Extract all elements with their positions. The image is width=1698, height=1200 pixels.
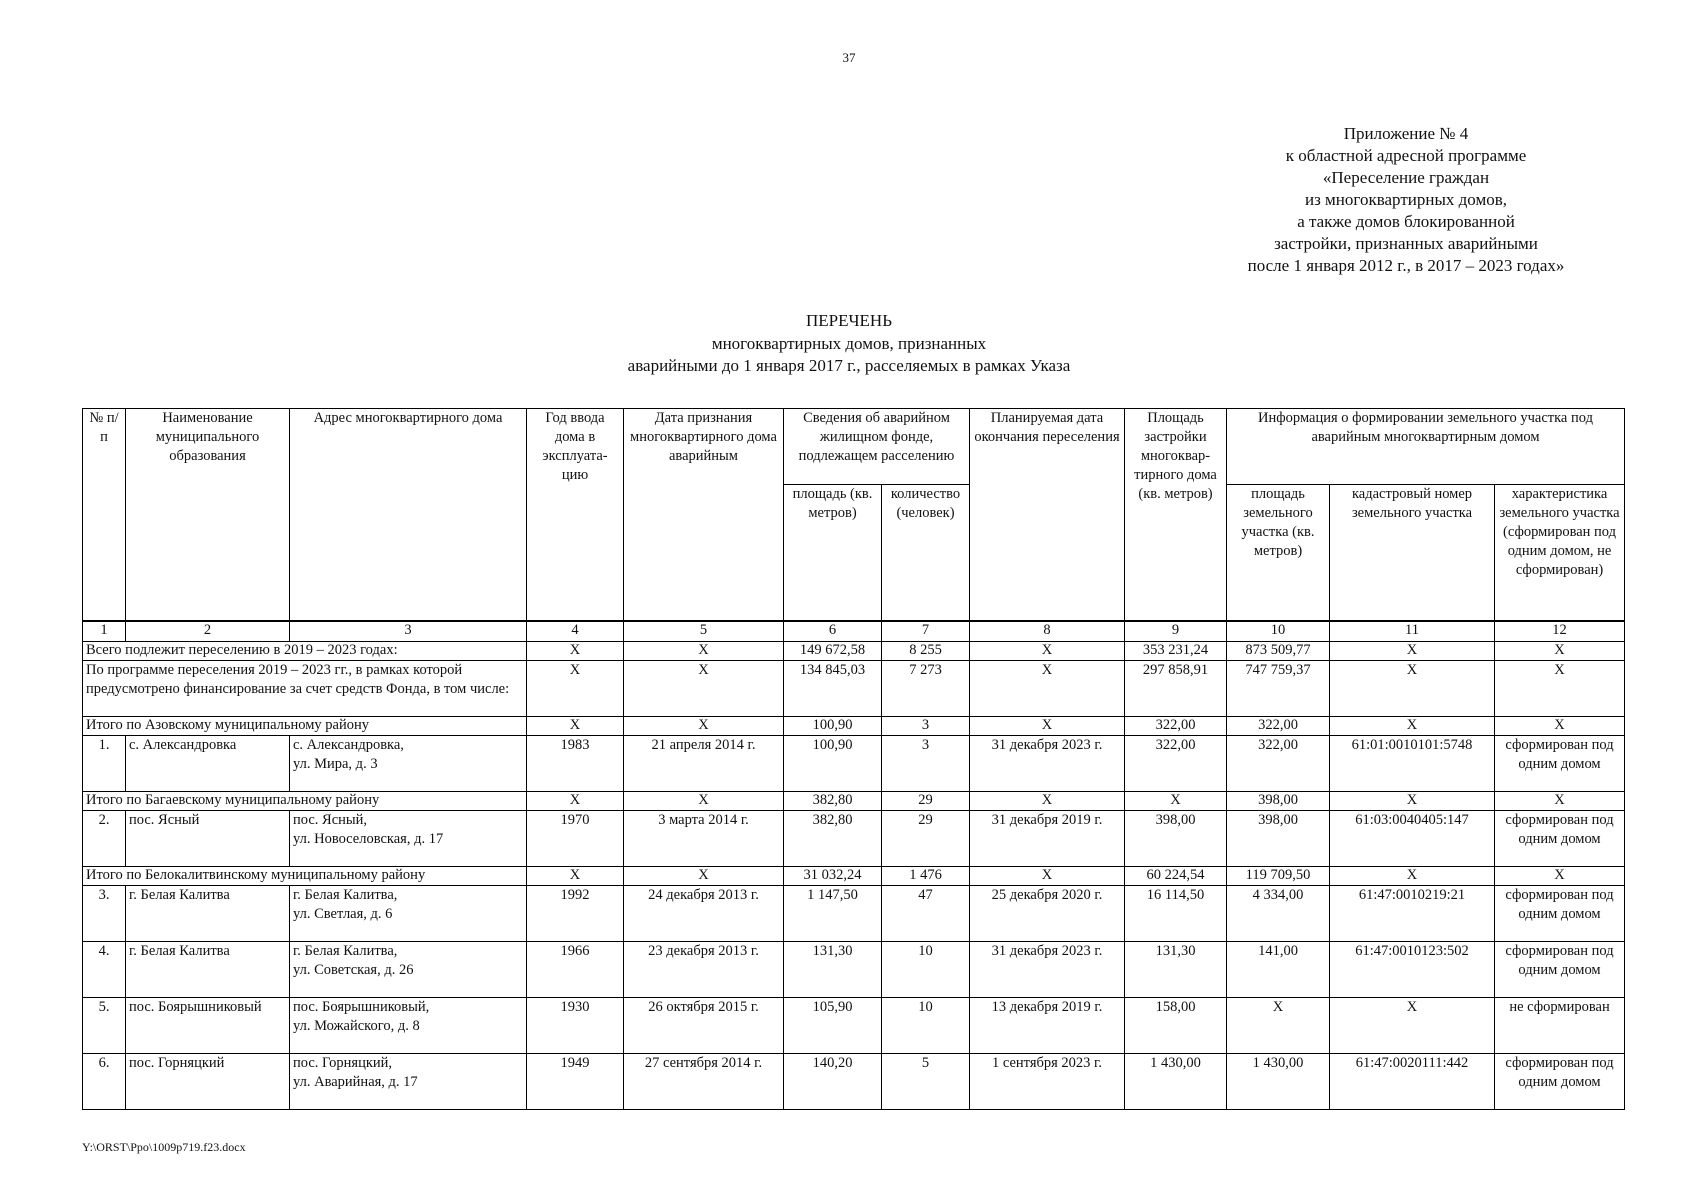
address-line: с. Александровка, xyxy=(293,737,404,753)
row-number: 4. xyxy=(83,942,126,998)
cadastral-cell: 61:47:0010123:502 xyxy=(1330,942,1495,998)
appendix-line: «Переселение граждан xyxy=(1322,168,1490,187)
total-row xyxy=(83,867,1625,886)
total-value: 297 858,91 xyxy=(1125,661,1227,717)
address-line: ул. Новоселовская, д. 17 xyxy=(293,831,444,847)
recognition-date-cell: 26 октября 2015 г. xyxy=(624,998,784,1054)
total-value: X xyxy=(1330,792,1495,811)
total-label: Итого по Белокалитвинскому муниципальному району xyxy=(83,867,527,886)
column-number: 7 xyxy=(882,621,970,642)
row-number: 6. xyxy=(83,1054,126,1110)
address-line: ул. Аварийная, д. 17 xyxy=(293,1074,418,1090)
address-line: пос. Горняцкий, xyxy=(293,1055,393,1071)
characteristic-cell: сформирован под одним домом xyxy=(1495,886,1625,942)
characteristic-cell: сформирован под одним домом xyxy=(1495,811,1625,867)
header-planned-date: Планируемая дата окончания переселения xyxy=(970,409,1125,622)
area-cell: 382,80 xyxy=(784,811,882,867)
address-line: ул. Советская, д. 26 xyxy=(293,962,414,978)
recognition-date-cell: 23 декабря 2013 г. xyxy=(624,942,784,998)
header-area: площадь (кв. метров) xyxy=(784,485,882,622)
column-number: 8 xyxy=(970,621,1125,642)
total-value: 322,00 xyxy=(1227,717,1330,736)
total-value: 100,90 xyxy=(784,717,882,736)
people-cell: 10 xyxy=(882,942,970,998)
total-label: Итого по Азовскому муниципальному району xyxy=(83,717,527,736)
total-value: X xyxy=(970,867,1125,886)
total-value: X xyxy=(1330,642,1495,661)
recognition-date-cell: 3 марта 2014 г. xyxy=(624,811,784,867)
total-value: X xyxy=(527,717,624,736)
column-number: 9 xyxy=(1125,621,1227,642)
header-land-info: Информация о формировании земельного участка под аварийным многоквартирным домом xyxy=(1227,409,1625,485)
header-municipality: Наименование муниципального образования xyxy=(126,409,290,622)
table-row xyxy=(83,942,1625,998)
total-value: 322,00 xyxy=(1125,717,1227,736)
area-cell: 105,90 xyxy=(784,998,882,1054)
characteristic-cell: сформирован под одним домом xyxy=(1495,942,1625,998)
total-value: 747 759,37 xyxy=(1227,661,1330,717)
total-value: 3 xyxy=(882,717,970,736)
land-area-cell: X xyxy=(1227,998,1330,1054)
total-value: X xyxy=(1125,792,1227,811)
year-cell: 1966 xyxy=(527,942,624,998)
total-label: Итого по Багаевскому муниципальному району xyxy=(83,792,527,811)
total-value: 353 231,24 xyxy=(1125,642,1227,661)
characteristic-cell: сформирован под одним домом xyxy=(1495,736,1625,792)
total-value: 873 509,77 xyxy=(1227,642,1330,661)
people-cell: 5 xyxy=(882,1054,970,1110)
header-year: Год ввода дома в эксплуата-цию xyxy=(527,409,624,622)
appendix-line: а также домов блокированной xyxy=(1297,212,1515,231)
total-value: X xyxy=(527,661,624,717)
appendix-line: застройки, признанных аварийными xyxy=(1274,234,1538,253)
title-heading: ПЕРЕЧЕНЬ xyxy=(806,311,892,330)
header-land-area: площадь земельного участка (кв. метров) xyxy=(1227,485,1330,622)
area-cell: 1 147,50 xyxy=(784,886,882,942)
address-cell xyxy=(290,886,527,942)
area-cell: 100,90 xyxy=(784,736,882,792)
total-value: X xyxy=(1495,661,1625,717)
people-cell: 10 xyxy=(882,998,970,1054)
total-value: X xyxy=(624,661,784,717)
area-cell: 140,20 xyxy=(784,1054,882,1110)
total-value: 31 032,24 xyxy=(784,867,882,886)
table-row xyxy=(83,998,1625,1054)
municipality-cell: пос. Ясный xyxy=(126,811,290,867)
houses-table xyxy=(82,408,1625,1110)
appendix-line: к областной адресной программе xyxy=(1285,146,1527,165)
address-cell xyxy=(290,736,527,792)
total-value: X xyxy=(970,792,1125,811)
address-line: ул. Мира, д. 3 xyxy=(293,756,378,772)
planned-date-cell: 25 декабря 2020 г. xyxy=(970,886,1125,942)
total-value: 134 845,03 xyxy=(784,661,882,717)
municipality-cell: г. Белая Калитва xyxy=(126,942,290,998)
municipality-cell: с. Александровка xyxy=(126,736,290,792)
column-number: 2 xyxy=(126,621,290,642)
header-building-area: Площадь застройки многоквар-тирного дома (кв. метров) xyxy=(1125,409,1227,622)
land-area-cell: 141,00 xyxy=(1227,942,1330,998)
cadastral-cell: X xyxy=(1330,998,1495,1054)
year-cell: 1970 xyxy=(527,811,624,867)
appendix-line: из многоквартирных домов, xyxy=(1304,190,1507,209)
building-area-cell: 1 430,00 xyxy=(1125,1054,1227,1110)
total-value: X xyxy=(527,792,624,811)
total-value: X xyxy=(624,642,784,661)
appendix-line: после 1 января 2012 г., в 2017 – 2023 годах» xyxy=(1247,256,1565,275)
total-row xyxy=(83,642,1625,661)
total-value: 119 709,50 xyxy=(1227,867,1330,886)
total-value: 149 672,58 xyxy=(784,642,882,661)
total-value: X xyxy=(970,661,1125,717)
year-cell: 1983 xyxy=(527,736,624,792)
table-row xyxy=(83,736,1625,792)
planned-date-cell: 31 декабря 2019 г. xyxy=(970,811,1125,867)
municipality-cell: г. Белая Калитва xyxy=(126,886,290,942)
planned-date-cell: 13 декабря 2019 г. xyxy=(970,998,1125,1054)
building-area-cell: 322,00 xyxy=(1125,736,1227,792)
appendix-line: Приложение № 4 xyxy=(1343,124,1469,143)
building-area-cell: 131,30 xyxy=(1125,942,1227,998)
total-value: 60 224,54 xyxy=(1125,867,1227,886)
total-value: X xyxy=(1330,661,1495,717)
column-number: 1 xyxy=(83,621,126,642)
total-label: По программе переселения 2019 – 2023 гг., в рамках которой предусмотрено финансирование за счет средств Фонда, в том числе: xyxy=(83,661,527,717)
total-value: X xyxy=(624,717,784,736)
land-area-cell: 1 430,00 xyxy=(1227,1054,1330,1110)
row-number: 3. xyxy=(83,886,126,942)
cadastral-cell: 61:47:0020111:442 xyxy=(1330,1054,1495,1110)
building-area-cell: 158,00 xyxy=(1125,998,1227,1054)
address-cell xyxy=(290,998,527,1054)
people-cell: 47 xyxy=(882,886,970,942)
total-row xyxy=(83,792,1625,811)
total-value: X xyxy=(970,642,1125,661)
address-line: ул. Светлая, д. 6 xyxy=(293,906,393,922)
characteristic-cell: сформирован под одним домом xyxy=(1495,1054,1625,1110)
table-header-row xyxy=(83,409,1625,485)
total-value: 398,00 xyxy=(1227,792,1330,811)
row-number: 2. xyxy=(83,811,126,867)
header-people: количество (человек) xyxy=(882,485,970,622)
table-row xyxy=(83,1054,1625,1110)
cadastral-cell: 61:01:0010101:5748 xyxy=(1330,736,1495,792)
municipality-cell: пос. Боярышниковый xyxy=(126,998,290,1054)
column-number: 4 xyxy=(527,621,624,642)
total-row xyxy=(83,661,1625,717)
total-value: X xyxy=(527,867,624,886)
address-cell xyxy=(290,1054,527,1110)
recognition-date-cell: 27 сентября 2014 г. xyxy=(624,1054,784,1110)
total-row xyxy=(83,717,1625,736)
cadastral-cell: 61:47:0010219:21 xyxy=(1330,886,1495,942)
column-number: 6 xyxy=(784,621,882,642)
title-line: аварийными до 1 января 2017 г., расселяемых в рамках Указа xyxy=(627,356,1071,375)
year-cell: 1992 xyxy=(527,886,624,942)
total-value: X xyxy=(1495,717,1625,736)
page-number: 37 xyxy=(842,50,856,65)
address-line: ул. Можайского, д. 8 xyxy=(293,1018,420,1034)
year-cell: 1930 xyxy=(527,998,624,1054)
planned-date-cell: 1 сентября 2023 г. xyxy=(970,1054,1125,1110)
year-cell: 1949 xyxy=(527,1054,624,1110)
total-value: 29 xyxy=(882,792,970,811)
column-number: 3 xyxy=(290,621,527,642)
row-number: 5. xyxy=(83,998,126,1054)
planned-date-cell: 31 декабря 2023 г. xyxy=(970,942,1125,998)
column-number: 10 xyxy=(1227,621,1330,642)
column-number: 5 xyxy=(624,621,784,642)
total-value: 382,80 xyxy=(784,792,882,811)
document-title xyxy=(0,310,1698,378)
total-value: X xyxy=(1330,717,1495,736)
total-value: 1 476 xyxy=(882,867,970,886)
total-value: 7 273 xyxy=(882,661,970,717)
municipality-cell: пос. Горняцкий xyxy=(126,1054,290,1110)
address-line: г. Белая Калитва, xyxy=(293,887,398,903)
appendix-header xyxy=(1196,123,1616,277)
column-number: 12 xyxy=(1495,621,1625,642)
header-characteristic: характеристика земельного участка (сформирован под одним домом, не сформирован) xyxy=(1495,485,1625,622)
footer-file-path: Y:\ORST\Ppo\1009p719.f23.docx xyxy=(82,1140,246,1154)
total-value: X xyxy=(624,867,784,886)
header-num: № п/п xyxy=(83,409,126,622)
address-line: г. Белая Калитва, xyxy=(293,943,398,959)
total-value: X xyxy=(1495,792,1625,811)
building-area-cell: 398,00 xyxy=(1125,811,1227,867)
total-label: Всего подлежит переселению в 2019 – 2023 годах: xyxy=(83,642,527,661)
address-line: пос. Ясный, xyxy=(293,812,368,828)
building-area-cell: 16 114,50 xyxy=(1125,886,1227,942)
header-cadastral: кадастровый номер земельного участка xyxy=(1330,485,1495,622)
total-value: X xyxy=(1495,642,1625,661)
column-numbers-row xyxy=(83,621,1625,642)
header-emergency-info: Сведения об аварийном жилищном фонде, подлежащем расселению xyxy=(784,409,970,485)
total-value: X xyxy=(970,717,1125,736)
land-area-cell: 398,00 xyxy=(1227,811,1330,867)
total-value: X xyxy=(624,792,784,811)
total-value: 8 255 xyxy=(882,642,970,661)
planned-date-cell: 31 декабря 2023 г. xyxy=(970,736,1125,792)
recognition-date-cell: 21 апреля 2014 г. xyxy=(624,736,784,792)
people-cell: 29 xyxy=(882,811,970,867)
address-cell xyxy=(290,811,527,867)
table-row xyxy=(83,811,1625,867)
total-value: X xyxy=(527,642,624,661)
total-value: X xyxy=(1330,867,1495,886)
land-area-cell: 322,00 xyxy=(1227,736,1330,792)
recognition-date-cell: 24 декабря 2013 г. xyxy=(624,886,784,942)
land-area-cell: 4 334,00 xyxy=(1227,886,1330,942)
cadastral-cell: 61:03:0040405:147 xyxy=(1330,811,1495,867)
total-value: X xyxy=(1495,867,1625,886)
header-recognition-date: Дата признания многоквартирного дома аварийным xyxy=(624,409,784,622)
title-line: многоквартирных домов, признанных xyxy=(711,333,987,353)
address-cell xyxy=(290,942,527,998)
header-address: Адрес многоквартирного дома xyxy=(290,409,527,622)
people-cell: 3 xyxy=(882,736,970,792)
area-cell: 131,30 xyxy=(784,942,882,998)
characteristic-cell: не сформирован xyxy=(1495,998,1625,1054)
address-line: пос. Боярышниковый, xyxy=(293,999,430,1015)
table-row xyxy=(83,886,1625,942)
column-number: 11 xyxy=(1330,621,1495,642)
row-number: 1. xyxy=(83,736,126,792)
